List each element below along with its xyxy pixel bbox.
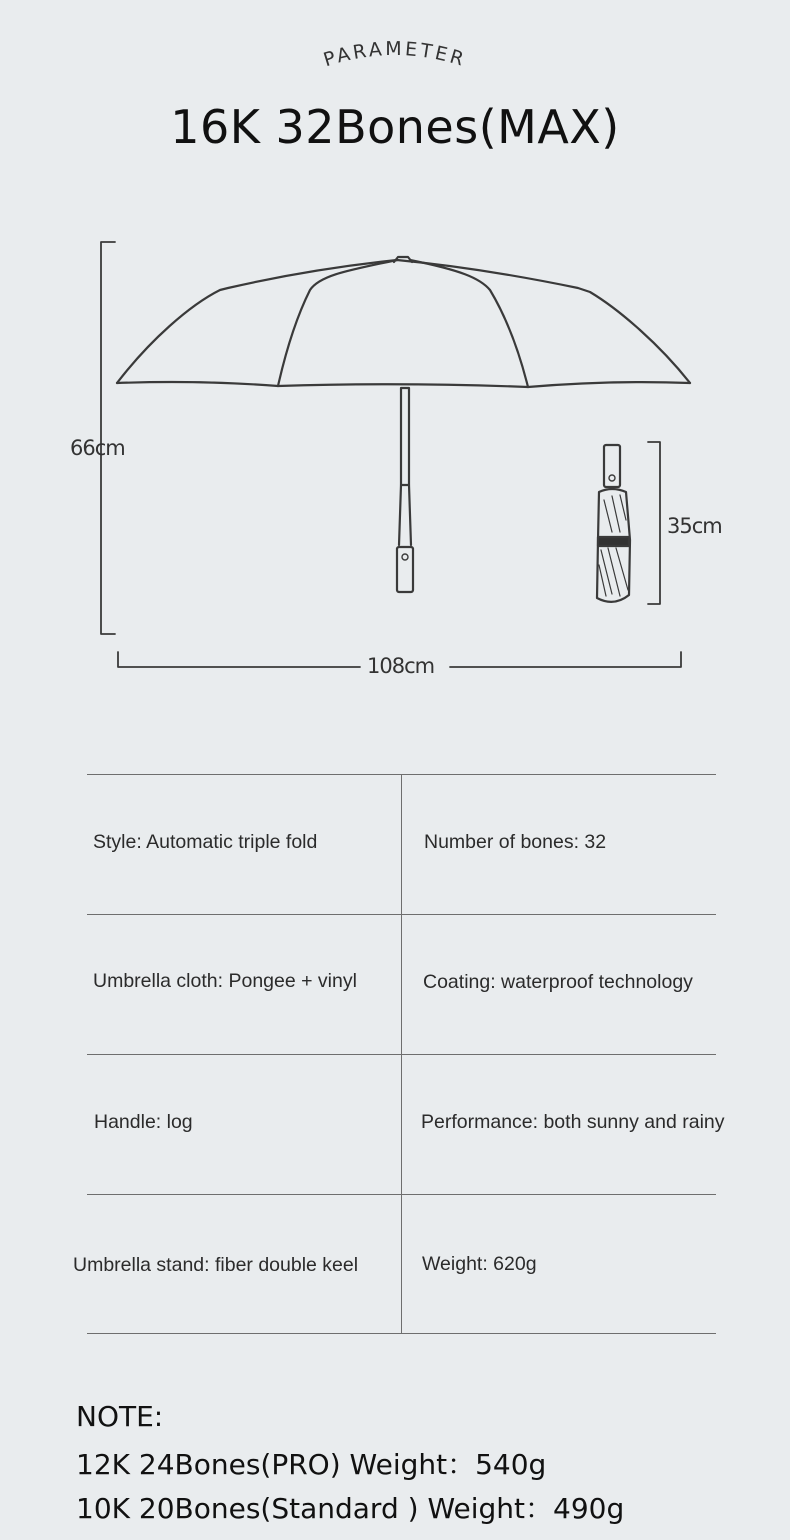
canopy-rib-left <box>278 260 397 386</box>
folded-dim-line <box>648 442 660 604</box>
open-height-label: 66cm <box>70 436 125 460</box>
spec-style: Style: Automatic triple fold <box>93 831 318 853</box>
canopy-rib-right <box>410 260 528 387</box>
page-title: 16K 32Bones(MAX) <box>170 100 620 154</box>
folded-button-icon <box>609 475 615 481</box>
spec-cloth: Umbrella cloth: Pongee + vinyl <box>93 970 357 992</box>
canopy-outline <box>117 260 690 383</box>
handle-button-icon <box>402 554 408 560</box>
open-width-label: 108cm <box>367 654 435 678</box>
parameter-arc-label <box>270 25 520 85</box>
table-column-divider <box>401 774 402 1334</box>
note-line-pro: 12K 24Bones(PRO) Weight：540g <box>76 1448 547 1481</box>
note-heading: NOTE: <box>76 1400 164 1433</box>
spec-performance: Performance: both sunny and rainy <box>421 1111 725 1133</box>
note-line-standard: 10K 20Bones(Standard ) Weight：490g <box>76 1492 625 1525</box>
spec-coating: Coating: waterproof technology <box>423 971 693 993</box>
spec-weight: Weight: 620g <box>422 1253 537 1275</box>
canopy-bottom-edge <box>117 382 690 387</box>
umbrella-shaft <box>401 388 409 485</box>
spec-bones: Number of bones: 32 <box>424 831 607 853</box>
umbrella-diagram <box>0 230 790 690</box>
folded-strap <box>598 537 629 546</box>
spec-stand: Umbrella stand: fiber double keel <box>73 1254 359 1276</box>
shaft-lower <box>399 485 411 545</box>
folded-height-label: 35cm <box>667 514 722 538</box>
parameter-arc-text: PARAMETER <box>320 37 470 72</box>
svg-text:PARAMETER <box>321 38 469 71</box>
spec-handle: Handle: log <box>94 1111 193 1133</box>
